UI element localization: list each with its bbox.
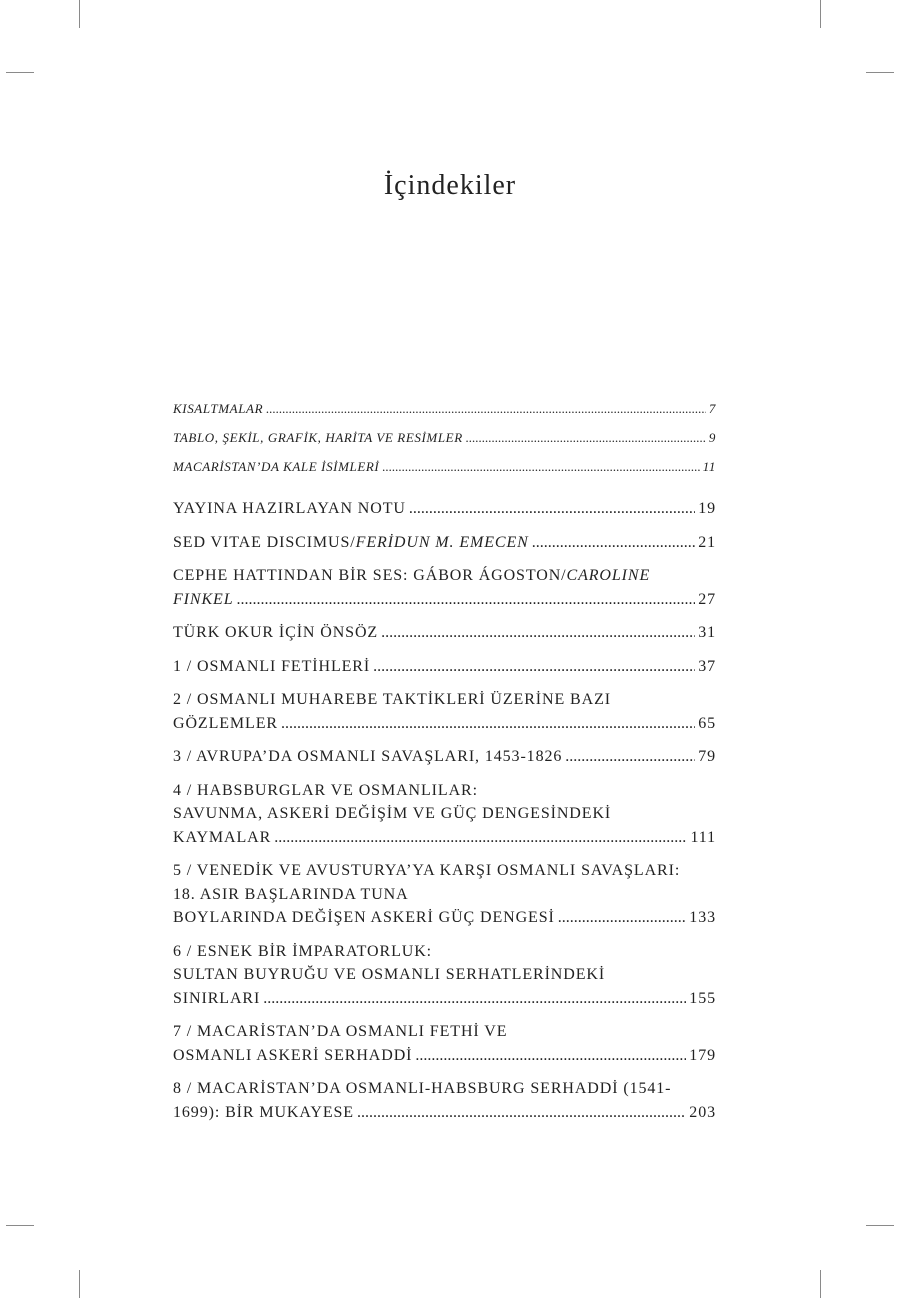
dot-leader xyxy=(466,427,706,448)
toc-entry-label: TABLO, ŞEKİL, GRAFİK, HARİTA VE RESİMLER xyxy=(173,430,463,445)
toc-entry xyxy=(173,456,716,477)
toc-entry-page: 7 xyxy=(708,401,716,416)
toc-entry-page: 19 xyxy=(698,500,716,517)
toc-entry-page: 31 xyxy=(698,624,716,641)
toc-entry-page: 203 xyxy=(689,1103,716,1121)
crop-mark xyxy=(866,72,894,73)
toc-entry-label: KAYMALAR xyxy=(173,828,272,846)
page-title: İçindekiler xyxy=(383,170,517,201)
toc-entry-page: 179 xyxy=(689,1046,716,1064)
toc-entry-page: 37 xyxy=(698,657,716,675)
dot-leader xyxy=(373,655,695,679)
toc-entry-label: MACARİSTAN’DA KALE İSİMLERİ xyxy=(173,459,380,474)
toc-entry-label: 1699): BİR MUKAYESE xyxy=(173,1103,354,1121)
dot-leader xyxy=(382,456,699,477)
toc-entry-label: SULTAN BUYRUĞU VE OSMANLI SERHATLERİNDEKİ xyxy=(173,966,606,983)
dot-leader xyxy=(381,621,695,645)
toc-entry xyxy=(173,1077,716,1124)
toc-entry-label: GÖZLEMLER xyxy=(173,714,278,732)
toc-entry xyxy=(173,940,716,1011)
crop-mark xyxy=(866,1225,894,1226)
dot-leader xyxy=(558,906,687,930)
toc-entry-page: 21 xyxy=(698,533,716,551)
toc-entry xyxy=(173,688,716,735)
toc-entry xyxy=(173,779,716,850)
toc-entry-author: FERİDUN M. EMECEN xyxy=(355,533,529,551)
toc-entry-label: CEPHE HATTINDAN BİR SES: GÁBOR ÁGOSTON/CAROLINE xyxy=(173,567,651,584)
crop-mark xyxy=(79,0,80,28)
toc-entry xyxy=(173,655,716,679)
toc-entry xyxy=(173,398,716,419)
table-of-contents xyxy=(173,398,716,1134)
toc-entry-label: OSMANLI ASKERİ SERHADDİ xyxy=(173,1046,413,1064)
dot-leader xyxy=(565,745,695,769)
toc-entry xyxy=(173,497,716,521)
toc-entry-page: 9 xyxy=(708,430,716,445)
dot-leader xyxy=(415,1044,686,1068)
toc-entry xyxy=(173,531,716,555)
dot-leader xyxy=(266,398,706,419)
toc-entry-label: 2 / OSMANLI MUHAREBE TAKTİKLERİ ÜZERİNE BAZI xyxy=(173,691,611,708)
toc-entry-label: TÜRK OKUR İÇİN ÖNSÖZ xyxy=(173,624,379,641)
dot-leader xyxy=(274,826,687,850)
crop-mark xyxy=(820,1270,821,1298)
toc-entry xyxy=(173,1020,716,1067)
toc-entry-page: 133 xyxy=(689,909,716,926)
toc-entry xyxy=(173,564,716,611)
toc-entry-label: 3 / AVRUPA’DA OSMANLI SAVAŞLARI, 1453-1826 xyxy=(173,748,563,765)
toc-entry-label: 6 / ESNEK BİR İMPARATORLUK: xyxy=(173,942,433,960)
dot-leader xyxy=(237,588,696,612)
toc-entry xyxy=(173,745,716,769)
toc-entry-label: 7 / MACARİSTAN’DA OSMANLI FETHİ VE xyxy=(173,1023,508,1040)
toc-entry-page: 27 xyxy=(698,590,716,608)
toc-entry-page: 11 xyxy=(702,459,716,474)
toc-entry-label: KISALTMALAR xyxy=(173,401,264,416)
crop-mark xyxy=(6,72,34,73)
crop-mark xyxy=(6,1225,34,1226)
toc-entry-label: 1 / OSMANLI FETİHLERİ xyxy=(173,657,371,675)
toc-entry-page: 65 xyxy=(698,714,716,732)
toc-entry xyxy=(173,427,716,448)
toc-entry-page: 111 xyxy=(690,828,716,846)
toc-entry-label: SAVUNMA, ASKERİ DEĞİŞİM VE GÜÇ DENGESİNDEKİ xyxy=(173,805,612,822)
toc-entry-label: BOYLARINDA DEĞİŞEN ASKERİ GÜÇ DENGESİ xyxy=(173,909,555,926)
crop-mark xyxy=(820,0,821,28)
toc-entry-label: 18. ASIR BAŞLARINDA TUNA xyxy=(173,885,409,903)
toc-entry-label: YAYINA HAZIRLAYAN NOTU xyxy=(173,500,406,517)
dot-leader xyxy=(409,497,695,521)
dot-leader xyxy=(281,712,695,736)
dot-leader xyxy=(263,987,686,1011)
toc-entry xyxy=(173,621,716,645)
crop-mark xyxy=(79,1270,80,1298)
toc-entry-page: 155 xyxy=(689,989,716,1007)
toc-entry-label: 5 / VENEDİK VE AVUSTURYA’YA KARŞI OSMANLI SAVAŞLARI: xyxy=(173,862,681,879)
toc-entry-label: SED VITAE DISCIMUS/FERİDUN M. EMECEN xyxy=(173,533,529,551)
toc-entry xyxy=(173,859,716,930)
dot-leader xyxy=(357,1101,686,1125)
toc-entry-label: 4 / HABSBURGLAR VE OSMANLILAR: xyxy=(173,781,478,799)
toc-entry-page: 79 xyxy=(698,748,716,765)
toc-entry-author: CAROLINE xyxy=(566,567,651,584)
dot-leader xyxy=(532,531,695,555)
toc-entry-author: FINKEL xyxy=(173,590,234,608)
toc-entry-label: SINIRLARI xyxy=(173,989,261,1007)
toc-entry-label: 8 / MACARİSTAN’DA OSMANLI-HABSBURG SERHADDİ (1541- xyxy=(173,1080,672,1097)
